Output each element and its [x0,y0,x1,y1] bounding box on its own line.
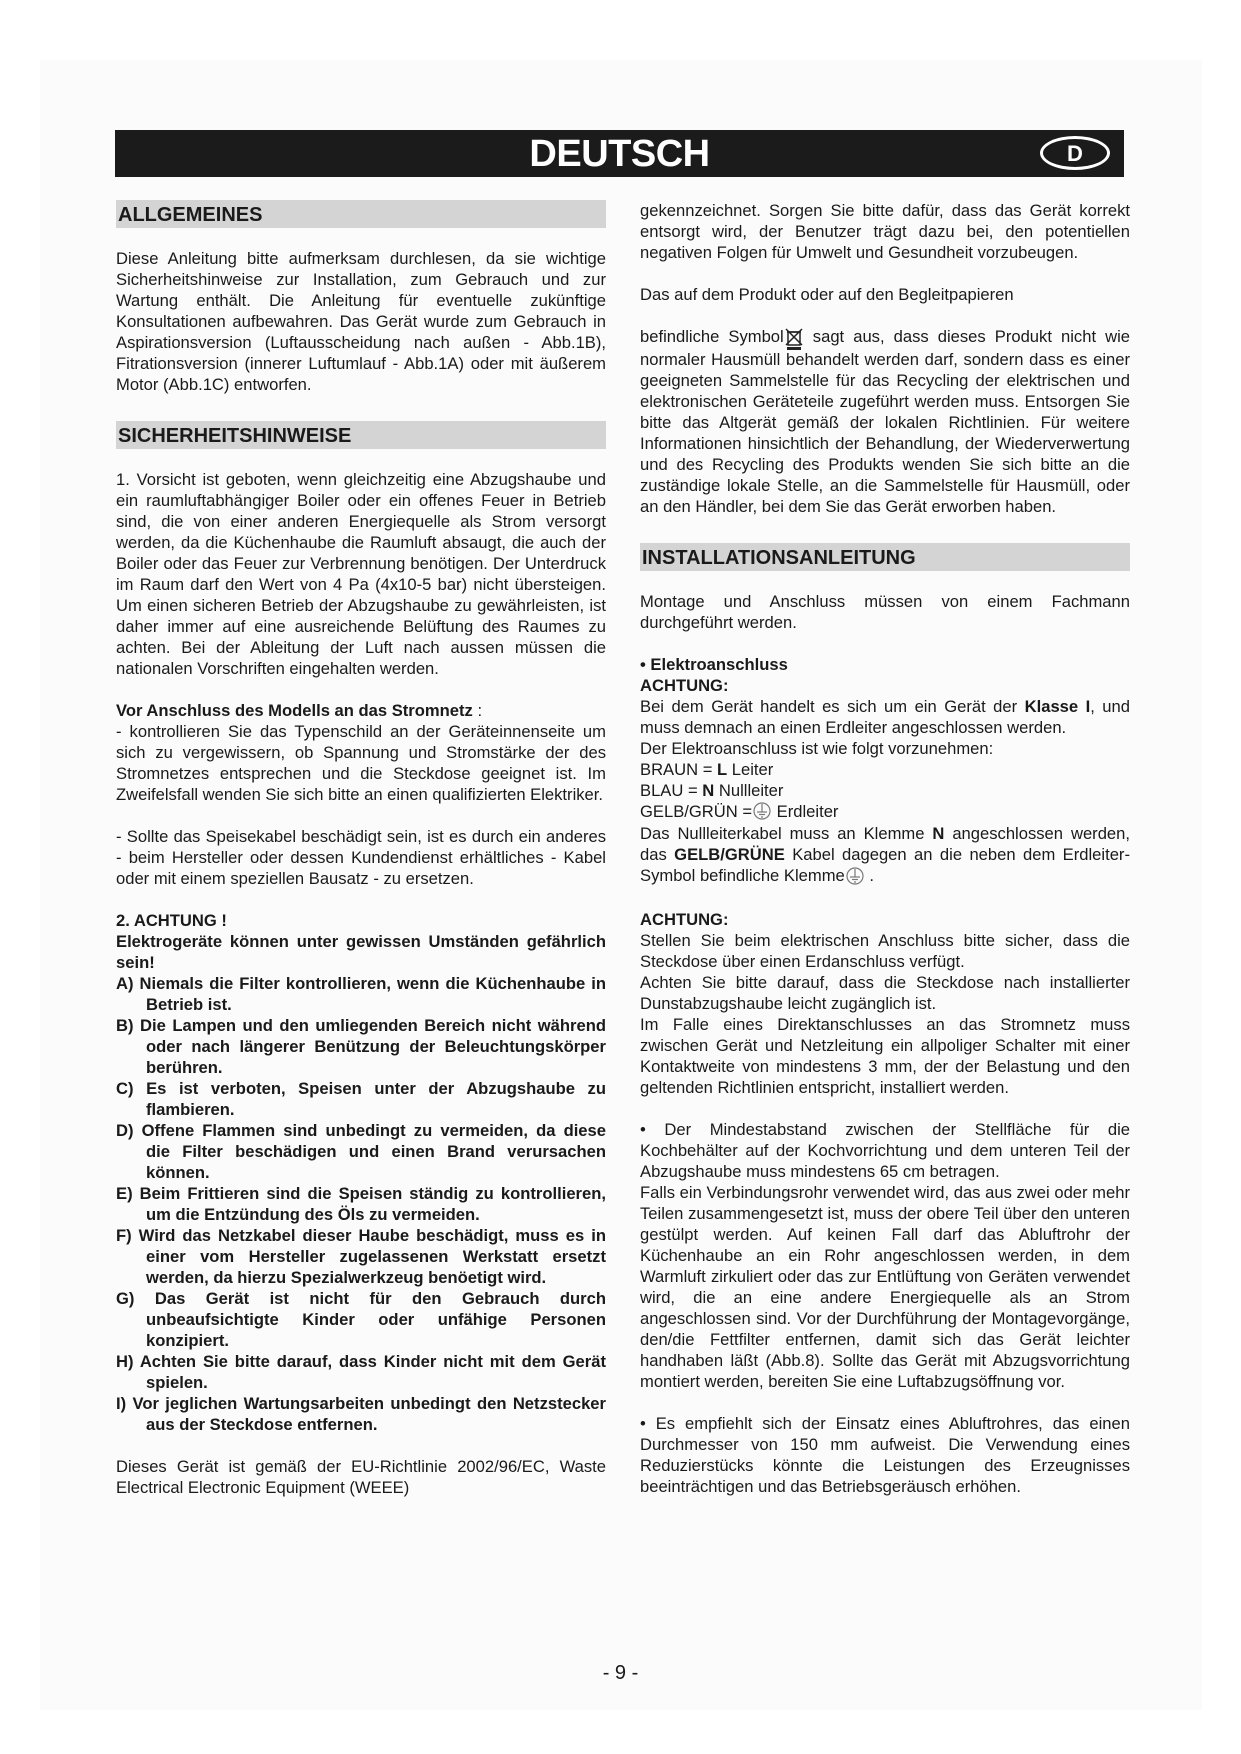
null-text-c: angeschlossen werden, das [640,824,1130,865]
symbol-intro: Das auf dem Produkt oder auf den Begleitpapieren [640,285,1014,304]
page-number: - 9 - [602,1662,639,1684]
warning-item: A) Niemals die Filter kontrollieren, wenn die Küchenhaube in Betrieb ist. [116,974,606,1014]
warning-item: I) Vor jeglichen Wartungsarbeiten unbedingt den Netzstecker aus der Steckdose entfernen. [116,1394,606,1434]
language-banner [115,130,1124,177]
language-badge: D [1040,136,1110,170]
wire-blue-code: N [702,780,715,800]
verbindungsrohr-paragraph: Falls ein Verbindungsrohr verwendet wird, das aus zwei oder mehr Teilen zusammengesetzt ist, muss der obere Teil über den unteren gestülpt werden. Auf keinen Fall darf das Abluftrohr der Küchenhaube an ein Rohr angeschlossen werden, in dem Warmluft zirkuliert oder das zur Entlüftung von Geräten verwendet wird, die an eine andere Energiequelle als an Strom angeschlossen sind. Vor der Durchführung der Montagevorgänge, den/die Fettfilter entfernen, damit sich das Gerät leichter handhaben läßt (Abb.8). Sollte das Gerät mit Abzugsvorrichtung montiert werden, bereiten Sie eine Luftabzugsöffnung vor. [640,1182,1130,1391]
wire-brown-label: BRAUN = [640,759,717,779]
wire-brown-code: L [717,759,728,779]
wire-green-label: GELB/GRÜN = [640,801,753,821]
wire-brown [640,759,1130,780]
achtung-2-heading: 2. ACHTUNG ! [116,911,227,930]
right-column [640,200,1130,1497]
erdanschluss-paragraph: Stellen Sie beim elektrischen Anschluss bitte sicher, dass die Steckdose über einen Erdanschluss verfügt. [640,930,1130,971]
achtung-label-2: ACHTUNG: [640,909,729,929]
wire-blue [640,780,1130,801]
install-paragraph: Montage und Anschluss müssen von einem Fachmann durchgeführt werden. [640,591,1130,632]
wire-green-desc: Erdleiter [772,801,839,821]
section-title-installationsanleitung: INSTALLATIONSANLEITUNG [640,543,1130,571]
null-text-b: N [932,824,945,844]
warning-item: D) Offene Flammen sind unbedingt zu vermeiden, da diese die Filter beschädigen und einen Brand verursachen können. [116,1121,606,1182]
strom-paragraph [116,700,606,721]
strom-heading: Vor Anschluss des Modells an das Stromnetz [116,701,473,720]
achtung-label: ACHTUNG: [640,675,729,695]
null-text-f: . [864,866,874,886]
null-text-a: Das Nullleiterkabel muss an Klemme [640,824,933,844]
wire-blue-label: BLAU = [640,780,703,800]
kabel-paragraph: - Sollte das Speisekabel beschädigt sein, ist es durch ein anderes - beim Hersteller oder dessen Kundendienst erhältliches - Kabel oder mit einem speziellen Bausatz - zu ersetzen. [116,827,606,888]
weee-continuation: gekennzeichnet. Sorgen Sie bitte dafür, dass das Gerät korrekt entsorgt wird, der Benutzer trägt dazu bei, den potentiellen negativen Folgen für Umwelt und Gesundheit vorzubeugen. [640,201,1130,262]
sicherheit-paragraph: 1. Vorsicht ist geboten, wenn gleichzeitig eine Abzugshaube und ein raumluftabhängiger Boiler oder ein offenes Feuer in Betrieb sind, die von einer anderen Energiequelle als Strom versorgt werden, da die Küchenhaube die Raumluft absaugt, die auch der Boiler oder das Feuer zur Verbrennung benötigen. Der Unterdruck im Raum darf den Wert von 4 Pa (4x10-5 bar) nicht übersteigen. Um einen sicheren Betrieb der Abzugshaube zu gewährleisten, ist daher immer auf eine ausreichende Belüftung des Raumes zu achten. Bei der Ableitung der Luft nach aussen müssen die nationalen Vorschriften eingehalten werden. [116,470,606,678]
null-text-e: Kabel dagegen an die neben dem Erdleiter-Symbol befindliche Klemme [640,845,1130,886]
ground-icon [752,801,772,823]
banner-title: DEUTSCH [529,133,710,175]
warning-item: C) Es ist verboten, Speisen unter der Abzugshaube zu flambieren. [116,1079,606,1119]
ground-icon [845,866,865,888]
klasse-text-after: , und muss demnach an einen Erdleiter angeschlossen werden. [640,696,1130,737]
allgemeines-paragraph: Diese Anleitung bitte aufmerksam durchlesen, da sie wichtige Sicherheitshinweise zur Installation, zum Gebrauch und zur Wartung enthält. Die Anleitung für eventuelle zukünftige Konsultationen aufbewahren. Das Gerät wurde zum Gebrauch in Aspirationsversion (Luftausscheidung nach außen - Abb.1B), Fitrationsversion (innerer Luftumlauf - Abb.1A) oder mit äußerem Motor (Abb.1C) entworfen. [116,249,606,394]
warning-item: G) Das Gerät ist nicht für den Gebrauch durch unbeaufsichtigte Kinder oder unfähige Personen konzipiert. [116,1289,606,1350]
klasse-paragraph [640,696,1130,738]
warning-item: E) Beim Frittieren sind die Speisen ständig zu kontrollieren, um die Entzündung des Öls zu vermeiden. [116,1184,606,1224]
klasse-bold: Klasse I [1024,696,1091,716]
klasse-text: Bei dem Gerät handelt es sich um ein Gerät der [640,696,1025,716]
warning-item: F) Wird das Netzkabel dieser Haube beschädigt, muss es in einer vom Hersteller zugelassenen Werkstatt ersetzt werden, da hierzu Spezialwerkzeug benöetigt wird. [116,1226,606,1287]
strom-colon: : [472,701,483,720]
elektroanschluss-heading: • Elektroanschluss [640,654,788,674]
wire-brown-desc: Leiter [727,759,774,779]
strom-text: - kontrollieren Sie das Typenschild an der Geräteinnenseite um sich zu vergewissern, ob Spannung und Stromstärke der des Stromnetzes entsprechen und die Steckdose geeignet ist. Im Zweifelsfall wenden Sie sich bitte an einen qualifizierten Elektriker. [116,722,606,804]
weee-paragraph: Dieses Gerät ist gemäß der EU-Richtlinie 2002/96/EC, Waste Electrical Electronic Equipment (WEEE) [116,1457,606,1497]
warning-list [116,973,606,1435]
dunstabzug-paragraph: Achten Sie bitte darauf, dass die Steckdose nach installierter Dunstabzugshaube leicht zugänglich ist. [640,972,1130,1013]
abluftrohr-paragraph: • Es empfiehlt sich der Einsatz eines Abluftrohres, das einen Durchmesser von 150 mm aufweist. Die Verwendung eines Reduzierstücks könnte die Leistungen des Erzeugnisses beeinträchtigen und das Betriebsgeräusch erhöhen. [640,1413,1130,1496]
wire-green-yellow [640,801,1130,824]
anschluss-line: Der Elektroanschluss ist wie folgt vorzunehmen: [640,738,994,758]
mindestabstand-paragraph: • Der Mindestabstand zwischen der Stellfläche für die Kochbehälter auf der Kochvorrichtung und dem unteren Teil der Abzugshaube muss mindestens 65 cm betragen. [640,1119,1130,1181]
direktanschluss-paragraph: Im Falle eines Direktanschlusses an das Stromnetz muss zwischen Gerät und Netzleitung ein allpoliger Schalter mit einer Kontaktweite von mindestens 3 mm, der der Belastung und den geltenden Richtlinien entspricht, installiert werden. [640,1014,1130,1097]
null-text-d: GELB/GRÜNE [674,845,785,865]
wire-blue-desc: Nullleiter [714,780,784,800]
left-column [116,200,606,1498]
crossed-bin-icon [784,327,804,349]
section-title-allgemeines: ALLGEMEINES [116,200,606,228]
symbol-before: befindliche Symbol [640,327,784,346]
symbol-paragraph [640,326,1130,517]
warning-item: H) Achten Sie bitte darauf, dass Kinder nicht mit dem Gerät spielen. [116,1352,606,1392]
achtung-2-subheading: Elektrogeräte können unter gewissen Umständen gefährlich sein! [116,932,606,972]
symbol-after: sagt aus, dass dieses Produkt nicht wie normaler Hausmüll behandelt werden darf, sondern dass es einer geeigneten Sammelstelle für das Recycling der elektrischen und elektronischen Geräteteile zugeführt werden muss. Entsorgen Sie bitte das Altgerät gemäß der lokalen Richtlinien. Für weitere Informationen hinsichtlich der Behandlung, der Wiederverwertung und des Recycling des Produkts wenden Sie sich bitte an die zuständige lokale Stelle, an die Sammelstelle für Hausmüll, oder an den Händler, bei dem Sie das Gerät erworben haben. [640,327,1131,516]
nullleiter-paragraph [640,823,1130,888]
warning-item: B) Die Lampen und den umliegenden Bereich nicht während oder nach längerer Benützung der Beleuchtungskörper berühren. [116,1016,606,1077]
section-title-sicherheitshinweise: SICHERHEITSHINWEISE [116,421,606,449]
